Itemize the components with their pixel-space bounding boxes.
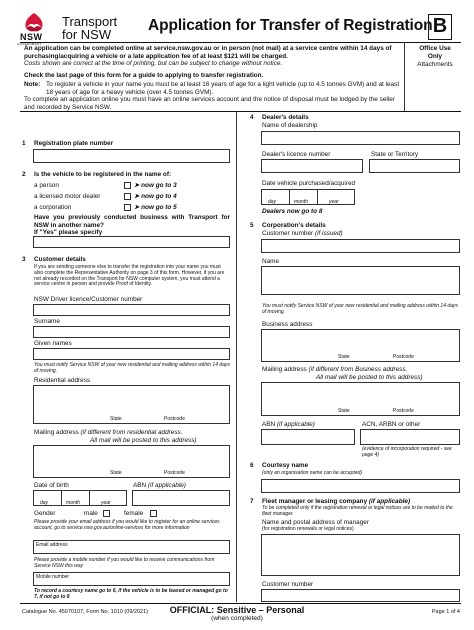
s3-num: 3 (22, 256, 26, 263)
s7-num: 7 (250, 498, 254, 505)
prev-business-specify: If "Yes" please specify (34, 229, 103, 236)
dp-day: day (268, 199, 277, 205)
intro-check: Check the last page of this form for a guide to applying to transfer registration. (24, 72, 264, 79)
opt-dealer-label: a licensed motor dealer (34, 193, 101, 200)
opt-person-label: a person (34, 182, 59, 189)
opt-corp-label: a corporation (34, 204, 72, 211)
office-divider (404, 43, 405, 111)
s7-name-note: (for registration renewals or legal notices) (262, 526, 354, 532)
dob-label: Date of birth (34, 482, 69, 489)
opt-corp-checkbox[interactable] (124, 204, 131, 211)
corp-abn-label-text: ABN (262, 421, 276, 428)
email-input[interactable] (33, 540, 230, 554)
corp-name-input[interactable] (261, 266, 460, 295)
when-completed: (when completed) (211, 615, 263, 622)
cust-num-label-text: Customer number (262, 230, 314, 237)
corp-customer-number-input[interactable] (261, 239, 460, 253)
page-number: Page 1 of 4 (431, 609, 460, 615)
intro-bold: An application can be completed online at service.nsw.gov.au or in person (not mail) at a service centre within 14 days of purchasing/acquiring a vehicle or a late application fee of at least $121 will be charged. (24, 45, 392, 60)
mailing-state-label: State (110, 470, 122, 476)
s2-num: 2 (22, 171, 26, 178)
note-label: Note: (24, 81, 41, 88)
dp-divider-1 (289, 190, 290, 205)
business-state-label: State (338, 354, 350, 360)
footer-rule (20, 603, 461, 604)
prev-business-question: Have you previously conducted business with Transport for NSW in another name? (34, 214, 230, 229)
mailing-postcode-label: Postcode (164, 470, 185, 476)
intro-italic: Costs shown are correct at the time of printing, but can be subject to change without notice. (24, 60, 283, 67)
dealer-licence-input[interactable] (261, 159, 363, 173)
licence-label: NSW Driver licence/Customer number (34, 296, 143, 303)
prev-business-input[interactable] (33, 236, 230, 248)
surname-input[interactable] (33, 326, 230, 338)
opt-dealer-go: ➤ now go to 4 (134, 193, 177, 200)
mailing-note: (if different from residential address. (80, 429, 183, 436)
s4-num: 4 (250, 114, 254, 121)
opt-person-go: ➤ now go to 3 (134, 182, 177, 189)
s4-label: Dealer's details (262, 114, 309, 121)
licence-input[interactable] (33, 304, 230, 316)
column-divider (236, 111, 237, 602)
corp-mailing-label-text: Mailing address (262, 366, 307, 373)
courtesy-go-note: To record a courtesy name go to 6, if the vehicle is to be leased or managed go to 7, if not go to 8 (34, 588, 228, 600)
s7-label-note: (if applicable) (368, 498, 411, 505)
dp-year: year (329, 199, 339, 205)
s5-num: 5 (250, 222, 254, 229)
dealer-licence-label: Dealer's licence number (262, 151, 331, 158)
office-use-attachments: Attachments (417, 61, 453, 68)
mailing-note2: All mail will be posted to this address) (90, 437, 197, 444)
s7-text: To be completed only if the registration renewal or legal notices are to be mailed to the fleet manager. (262, 505, 453, 517)
mobile-label: Mobile number (36, 574, 70, 580)
gender-label: Gender (34, 510, 56, 517)
corp-abn-label (262, 421, 315, 429)
acn-input[interactable] (360, 429, 460, 445)
fleet-customer-number-label: Customer number (262, 581, 314, 588)
acn-label: ACN, ARBN or other (362, 421, 421, 428)
dob-year: year (101, 500, 111, 506)
s6-label: Courtesy name (262, 462, 309, 469)
fleet-customer-number-input[interactable] (261, 589, 460, 602)
gender-male-checkbox[interactable] (103, 510, 110, 517)
courtesy-name-input[interactable] (261, 479, 460, 493)
dob-divider-2 (89, 491, 90, 506)
s6-note: (only an organisation name can be accepted) (262, 470, 363, 476)
residential-postcode-label: Postcode (164, 416, 185, 422)
mobile-text: Please provide a mobile number if you would like to receive communications from Service NSW this way (34, 557, 215, 569)
note-text: To register a vehicle in your name you must be at least 16 years of age for a light vehicle (up to 4.5 tonnes GVM) and at least 18 years of age for a heavy vehicle (over 4.5 tonnes GVM). (46, 81, 400, 96)
dealership-input[interactable] (261, 131, 460, 145)
given-names-label: Given names (34, 340, 72, 347)
s7-name-label: Name and postal address of manager (262, 519, 369, 526)
opt-dealer-checkbox[interactable] (124, 193, 131, 200)
corp-abn-input[interactable] (261, 429, 355, 445)
corp-mailing-postcode-label: Postcode (393, 408, 414, 414)
evidence-note: (evidence of incorporation required - see page 4) (362, 446, 452, 458)
office-use-line1: Office Use (419, 45, 451, 52)
registration-plate-input[interactable] (33, 149, 230, 163)
business-postcode-label: Postcode (393, 354, 414, 360)
dealership-label: Name of dealership (262, 122, 318, 129)
abn-left-label-text: ABN (133, 482, 147, 489)
dob-month: month (66, 500, 80, 506)
cust-num-label (262, 230, 343, 238)
dob-day: day (40, 500, 49, 506)
s1-label: Registration plate number (34, 140, 114, 147)
mobile-input[interactable] (33, 572, 230, 586)
corp-mailing-state-label: State (338, 408, 350, 414)
state-territory-input[interactable] (369, 159, 460, 173)
corp-mailing-label (262, 366, 407, 374)
org-line1: Transport (62, 14, 118, 29)
s1-num: 1 (22, 140, 26, 147)
logo-nsw-text: NSW (20, 32, 43, 42)
s3-text: If you are sending someone else to transfer the registration into your name you must also complete the Representative Authority on page 3 of this form. However, if you are not already recorded on the Transport for NSW computer system, you must attend a service centre in person and provide Proof of Identity. (34, 264, 225, 288)
opt-corp-go-text: now go to 5 (141, 204, 177, 211)
corp-abn-note: (if applicable) (276, 421, 315, 428)
page-title: Application for Transfer of Registration (148, 17, 433, 34)
business-address-input[interactable] (261, 329, 460, 362)
s7-label-text: Fleet manager or leasing company (262, 498, 368, 505)
fleet-manager-input[interactable] (261, 534, 460, 576)
s3-label: Customer details (34, 256, 86, 263)
gender-male-label: male (84, 510, 98, 517)
business-address-label: Business address (262, 321, 313, 328)
dp-divider-2 (317, 190, 318, 205)
dealers-go: Dealers now go to 8 (262, 208, 323, 215)
s5-label: Corporation's details (262, 222, 326, 229)
opt-corp-go: ➤ now go to 5 (134, 204, 177, 211)
dob-input[interactable] (33, 490, 127, 506)
org-name (62, 15, 117, 41)
mailing-label-text: Mailing address (34, 429, 79, 436)
mailing-address-input[interactable] (33, 445, 230, 478)
date-purchased-input[interactable] (261, 189, 355, 205)
state-territory-label: State or Territory (371, 151, 419, 158)
dp-month: month (294, 199, 308, 205)
notify-text: You must notify Service NSW of your new residential and mailing address within 14 days of moving. (34, 362, 230, 374)
date-purchased-label: Date vehicle purchased/acquired (262, 180, 356, 187)
intro-rule (20, 111, 461, 112)
office-use-line2: Only (427, 53, 443, 60)
corp-mailing-note2: All mail will be posted to this address) (316, 374, 423, 381)
header-rule (20, 42, 461, 43)
email-text: Please provide your email address if you would like to register for an online services account, go to service.nsw.gov.au/online-services for more information (34, 519, 220, 531)
opt-person-go-text: now go to 3 (141, 182, 177, 189)
note-text2: To complete an application online you must have an online services account and the notice of disposal must be lodged by the seller and recorded by Service NSW. (24, 96, 395, 111)
email-label: Email address (36, 542, 68, 548)
cust-num-note: (if issued) (314, 230, 343, 237)
corp-name-label: Name (262, 258, 280, 265)
official-label: OFFICIAL: Sensitive – Personal (169, 605, 305, 615)
residential-address-input[interactable] (33, 385, 230, 424)
s2-label: Is the vehicle to be registered in the name of: (34, 171, 172, 178)
abn-left-input[interactable] (132, 490, 230, 506)
opt-person-checkbox[interactable] (124, 182, 131, 189)
corp-mailing-input[interactable] (261, 382, 460, 416)
dob-divider-1 (61, 491, 62, 506)
logo-government-text: GOVERNMENT (17, 42, 42, 46)
gender-female-checkbox[interactable] (150, 510, 157, 517)
org-line2: for NSW (62, 27, 112, 42)
abn-left-label (133, 482, 186, 490)
opt-dealer-go-text: now go to 4 (141, 193, 177, 200)
residential-state-label: State (110, 416, 122, 422)
gender-female-label: female (124, 510, 144, 517)
surname-label: Surname (34, 318, 60, 325)
s6-num: 6 (250, 462, 254, 469)
corp-mailing-note: (if different from Business address. (308, 366, 408, 373)
mailing-label (34, 429, 183, 437)
catalogue-text: Catalogue No. 45070107, Form No. 1010 (09/2021) (22, 609, 148, 615)
given-names-input[interactable] (33, 348, 230, 360)
corp-notify: You must notify Service NSW of your new residential and mailing address within 14 days of moving. (262, 303, 458, 315)
form-letter-box: B (428, 14, 452, 40)
abn-left-note: (if applicable) (147, 482, 186, 489)
residential-label: Residential address (34, 377, 91, 384)
